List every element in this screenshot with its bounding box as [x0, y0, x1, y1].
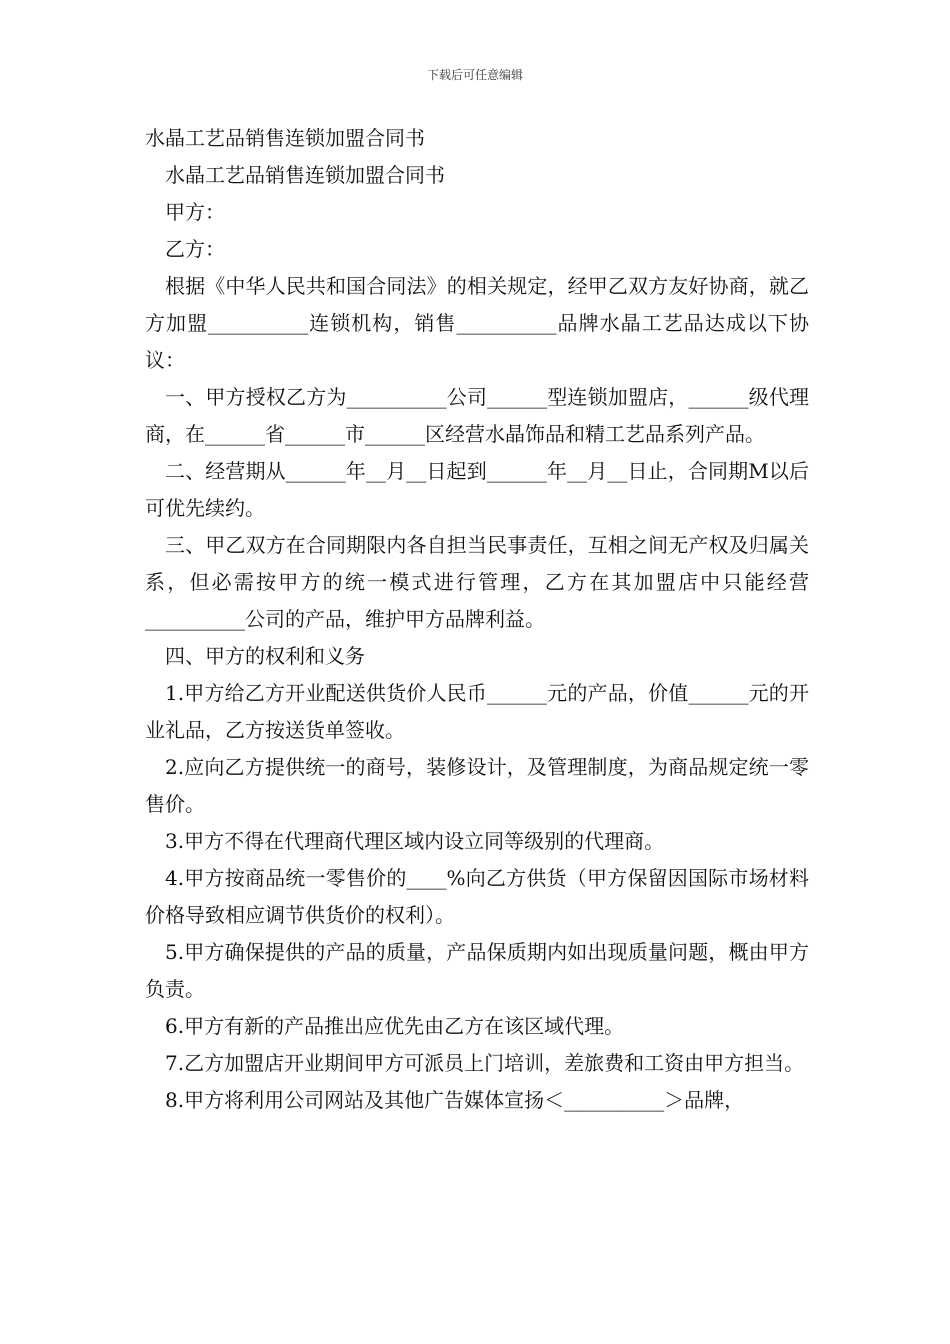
list-item: 2.应向乙方提供统一的商号，装修设计，及管理制度，为商品规定统一零售价。: [145, 755, 809, 816]
document-body: [145, 120, 809, 1119]
document-title: 水晶工艺品销售连锁加盟合同书: [145, 126, 425, 150]
list-item: 7.乙方加盟店开业期间甲方可派员上门培训，差旅费和工资由甲方担当。: [165, 1051, 805, 1075]
party-a-line: 甲方：: [165, 200, 225, 224]
page-header: 下载后可任意编辑: [426, 68, 523, 82]
party-b-line: 乙方：: [165, 237, 225, 261]
list-item: 5.甲方确保提供的产品的质量，产品保质期内如出现质量问题，概由甲方负责。: [145, 940, 809, 1001]
list-item: 4.甲方按商品统一零售价的____%向乙方供货（甲方保留因国际市场材料价格导致相应调节供货价的权利）。: [145, 866, 809, 927]
list-item: 1.甲方给乙方开业配送供货价人民币______元的产品，价值______元的开业礼品，乙方按送货单签收。: [145, 681, 809, 742]
preamble-paragraph: 根据《中华人民共和国合同法》的相关规定，经甲乙双方友好协商，就乙方加盟__________连锁机构，销售__________品牌水晶工艺品达成以下协议：: [145, 274, 809, 372]
clause-one: 一、甲方授权乙方为__________公司______型连锁加盟店，______级代理商，在______省______市______区经营水晶饰品和精工艺品系列产品。: [145, 385, 809, 446]
clause-three: 三、甲乙双方在合同期限内各自担当民事责任，互相之间无产权及归属关系，但必需按甲方的统一模式进行管理，乙方在其加盟店中只能经营__________公司的产品，维护甲方品牌利益。: [145, 533, 809, 631]
list-item: 6.甲方有新的产品推出应优先由乙方在该区域代理。: [165, 1014, 625, 1038]
clause-two: 二、经营期从______年__月__日起到______年__月__日止，合同期M以后可优先续约。: [145, 459, 809, 520]
document-subtitle: 水晶工艺品销售连锁加盟合同书: [165, 163, 445, 187]
list-item: 8.甲方将利用公司网站及其他广告媒体宣扬＜__________＞品牌，: [165, 1088, 745, 1112]
clause-four-heading: 四、甲方的权利和义务: [165, 644, 365, 668]
list-item: 3.甲方不得在代理商代理区域内设立同等级别的代理商。: [165, 829, 665, 853]
